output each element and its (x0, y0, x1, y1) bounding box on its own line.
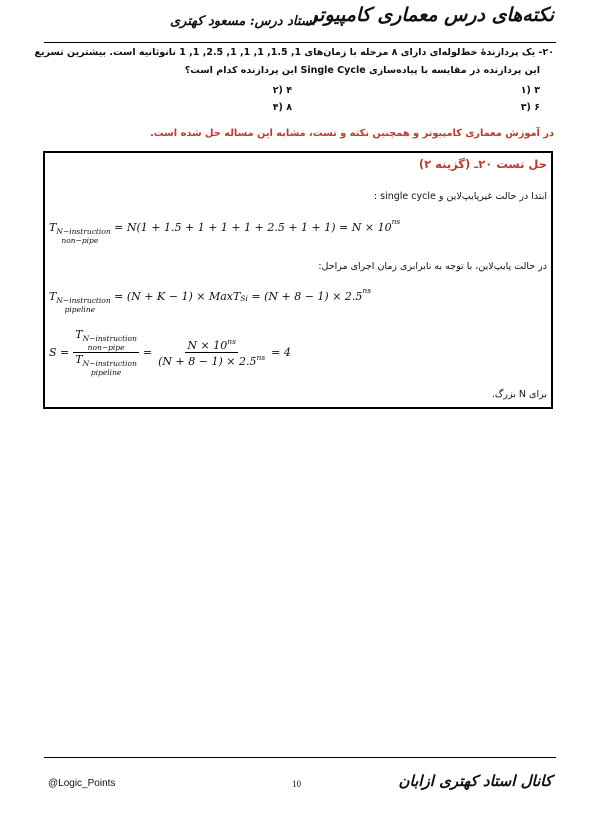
option-3: ۶ (۳ (520, 102, 540, 113)
option-4: ۸ (۴ (272, 102, 292, 113)
solution-box (43, 151, 553, 409)
solution-title: حل تست ۲۰ـ (گزینه ۲) (418, 157, 547, 171)
solution-paragraph-3: برای N بزرگ. (491, 389, 547, 400)
equation-speedup: S = $T_{N-instruction}$ non−pipe $T_{N-instruction}$ pipeline = $\frac{N \times 10^{ns}}{(N + 8 - 1) \times 2.5^{ns}}$ = 4 (49, 328, 291, 377)
question-line-2: این پردازنده در مقایسه با پیاده‌سازی Single Cycle این پردازنده کدام است؟ (184, 65, 540, 76)
solution-paragraph-1: ابتدا در حالت غیرپایپ‌لاین و single cycle : (373, 191, 547, 202)
question-line-1: ۲۰- یک پردازندهٔ خط‌لوله‌ای دارای ۸ مرحله با زمان‌های 1, 1.5, 1, 1, 1, 2.5, 1, 1 نانوثانیه است. بیشترین تسریع (34, 47, 554, 58)
footer-divider (44, 757, 556, 758)
option-1: ۳ (۱ (520, 85, 540, 96)
footer-handle: @Logic_Points (48, 778, 116, 789)
header-teacher: استاد درس: مسعود کهتری (170, 14, 316, 29)
solution-paragraph-2: در حالت پایپ‌لاین، با توجه به نابرابری زمان اجرای مراحل: (318, 261, 547, 272)
header-title: نکته‌های درس معماری کامپیوتر (308, 4, 554, 26)
equation-nonpipe-time: $T_{N-instruction}$ non−pipe = $N(1 + 1.5 + 1 + 1 + 1 + 2.5 + 1 + 1) = N \times 10^{ns}$ (49, 217, 401, 245)
option-2: ۴ (۲ (272, 85, 292, 96)
page-number: 10 (292, 779, 301, 789)
course-note: در آموزش معماری کامپیوتر و همچنین نکته و تست، مشابه این مساله حل شده است. (150, 128, 554, 139)
footer-channel: کانال استاد کهتری ازابان (398, 772, 552, 790)
equation-pipeline-time: $T_{N-instruction}$ pipeline = (N + K − 1) × MaxT$^{Si}$ = $(N + 8 - 1) \times 2.5^{ns}$ (49, 286, 372, 314)
header-divider (44, 42, 556, 43)
